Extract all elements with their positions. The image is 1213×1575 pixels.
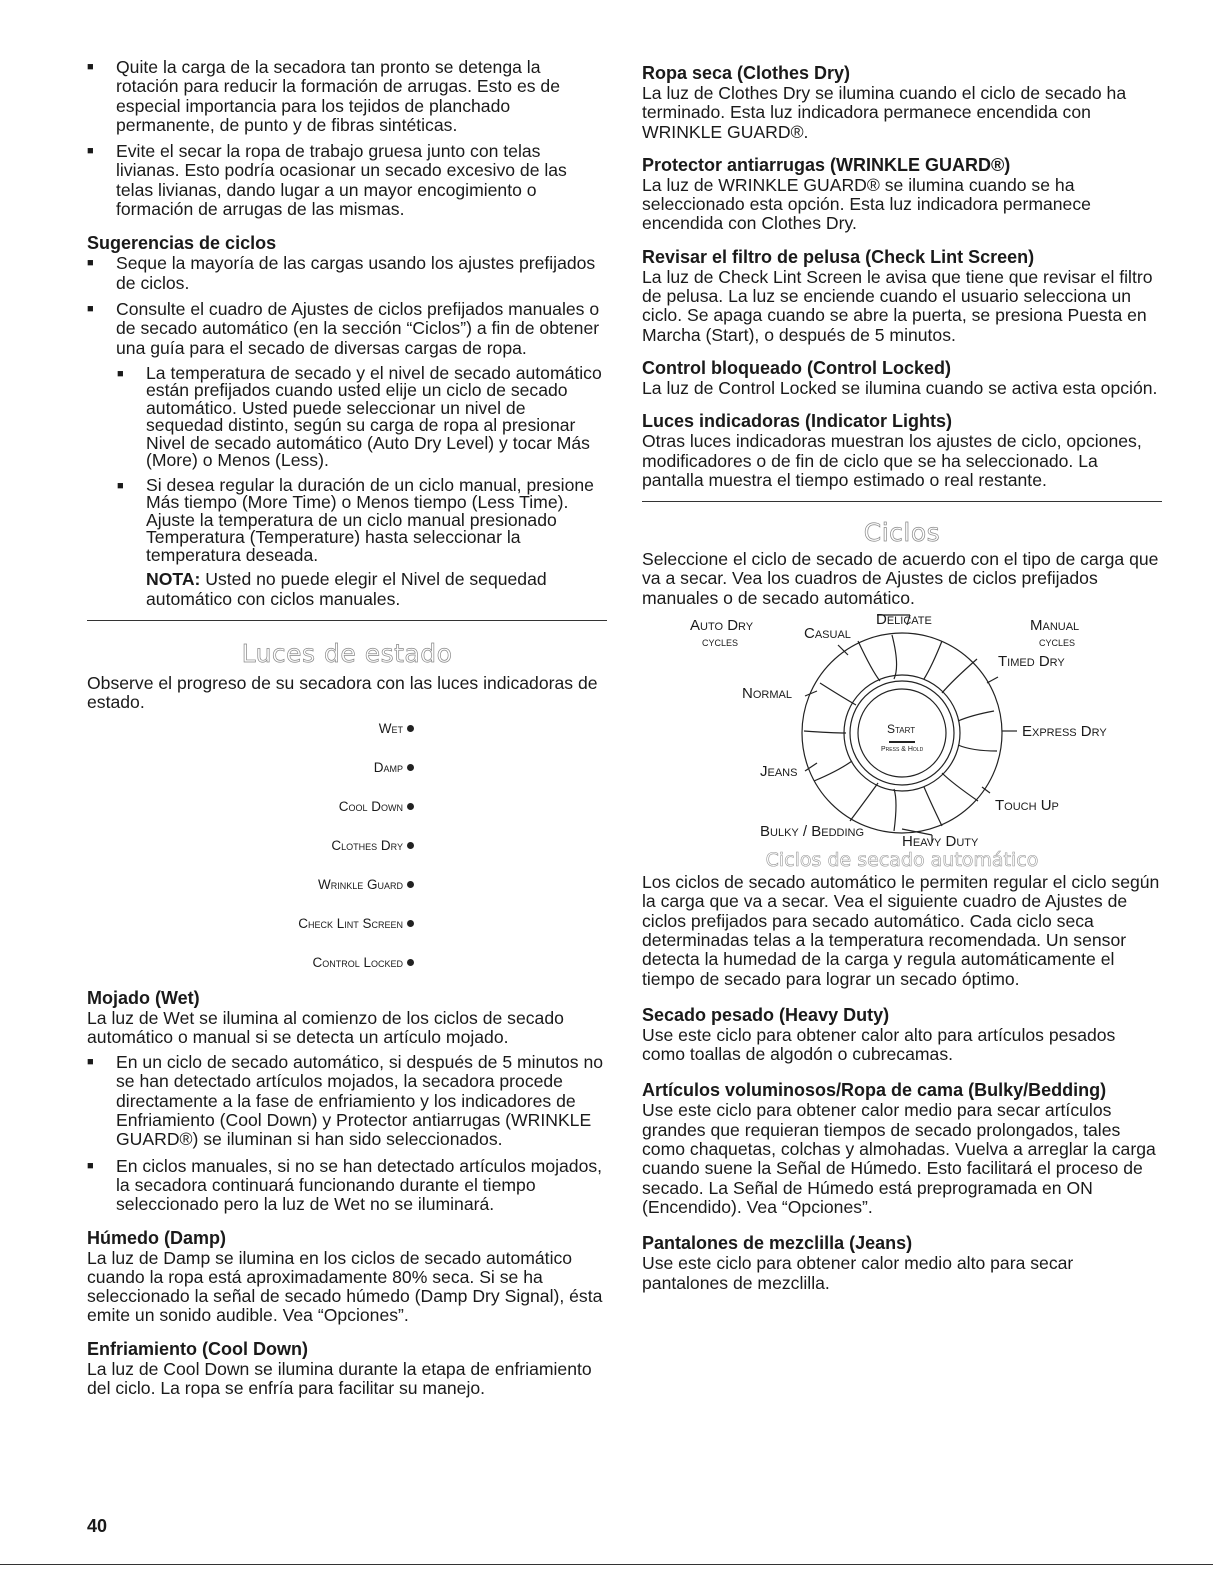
list-item: ■ En ciclos manuales, si no se han detectado artículos mojados, la secadora continuará funcionando durante el tiempo seleccionado pero la luz de Wet no se iluminará. <box>87 1157 607 1215</box>
dial-label-normal: Normal <box>742 685 792 703</box>
note-label: NOTA: <box>146 569 201 590</box>
dial-label-delicate: Delicate <box>876 611 932 629</box>
list-item: ■ Evite el secar la ropa de trabajo gruesa junto con telas livianas. Esto podría ocasionar un secado excesivo de las telas livianas, dando lugar a un mayor encogimiento o formación de arrugas de las mismas. <box>87 142 607 219</box>
dial-label-casual: Casual <box>804 625 851 643</box>
section-heading-wet: Mojado (Wet) <box>87 987 200 1008</box>
section-heading-cool: Enfriamiento (Cool Down) <box>87 1338 308 1359</box>
indicator-dot-icon <box>407 920 414 927</box>
cycles-intro: Seleccione el ciclo de secado de acuerdo con el tipo de carga que va a secar. Vea los cuadros de Ajustes de ciclos prefijados manuales o de secado automático. <box>642 549 1159 608</box>
status-intro: Observe el progreso de su secadora con las luces indicadoras de estado. <box>87 672 598 713</box>
section-heading-dry: Ropa seca (Clothes Dry) <box>642 63 851 83</box>
dial-label-bulky: Bulky / Bedding <box>760 823 865 841</box>
status-light-control-locked: Control Locked <box>87 953 414 992</box>
section-heading-wrinkle: Protector antiarrugas (WRINKLE GUARD®) <box>642 154 1011 175</box>
divider <box>87 620 607 621</box>
auto-text: Los ciclos de secado automático le permiten regular el ciclo según la carga que va a secar. Vea el siguiente cuadro de Ajustes de ciclos prefijados para secado automático. Cada ciclo seca determinadas telas a la temperatura recomendada. Un sensor detecta la humedad de la carga y regula automáticamente el tiempo de secado para lograr un secado óptimo. <box>642 872 1160 989</box>
section-heading-lint: Revisar el filtro de pelusa (Check Lint Screen) <box>642 246 1035 267</box>
indicator-text: Otras luces indicadoras muestran los ajustes de ciclo, opciones, modificadores o de fin de ciclo que se ha seleccionado. La pantalla muestra el tiempo estimado o real restante. <box>642 431 1142 490</box>
list-item: ■ Seque la mayoría de las cargas usando los ajustes prefijados de ciclos. <box>87 254 607 293</box>
dry-text: La luz de Clothes Dry se ilumina cuando el ciclo de secado ha terminado. Esta luz indicadora permanece encendida con WRINKLE GUARD®. <box>642 83 1127 142</box>
status-light-cool-down: Cool Down <box>87 797 414 836</box>
list-item: ■ Consulte el cuadro de Ajustes de ciclos prefijados manuales o de secado automático (en la sección “Ciclos”) a fin de obtener una guía para el secado de diversas cargas de ropa. <box>87 300 607 358</box>
sub-list-item: ■ La temperatura de secado y el nivel de secado automático están prefijados cuando usted elije un ciclo de secado automático. Usted puede seleccionar un nivel de sequedad distinto, según su carga de ropa al presionar Nivel de secado automático (Auto Dry Level) y tocar Más (More) o Menos (Less). <box>87 365 607 470</box>
damp-text: La luz de Damp se ilumina en los ciclos de secado automático cuando la ropa está aproximadamente 80% seca. Si se ha seleccionado la señal de secado húmedo (Damp Dry Signal), ésta emite un sonido audible. Vea “Opciones”. <box>87 1247 603 1326</box>
dial-label-heavy-duty: Heavy Duty <box>902 833 979 851</box>
status-light-damp: Damp <box>87 758 414 797</box>
section-heading-bulky: Artículos voluminosos/Ropa de cama (Bulky/Bedding) <box>642 1080 1107 1101</box>
list-item: ■ Quite la carga de la secadora tan pronto se detenga la rotación para reducir la formación de arrugas. Esto es de especial importancia para los tejidos de planchado permanente, de punto y de fibras sintéticas. <box>87 58 607 135</box>
indicator-dot-icon <box>407 803 414 810</box>
list-item: ■ En un ciclo de secado automático, si después de 5 minutos no se han detectado artículos mojados, la secadora procede directamente a la fase de enfriamiento y los indicadores de Enfriamiento (Cool Down) y Protector antiarrugas (WRINKLE GUARD®) se iluminan si han sido seleccionados. <box>87 1053 607 1149</box>
section-title-ciclos: Ciclos <box>863 518 941 548</box>
note <box>87 570 607 609</box>
dial-label-press-hold: Press & Hold <box>881 746 924 754</box>
section-heading-jeans: Pantalones de mezclilla (Jeans) <box>642 1233 913 1254</box>
section-title-luces: Luces de estado <box>241 638 453 668</box>
heavy-text: Use este ciclo para obtener calor alto para artículos pesados como toallas de algodón o cubrecamas. <box>642 1024 1116 1065</box>
jeans-text: Use este ciclo para obtener calor medio alto para secar pantalones de mezclilla. <box>642 1253 1074 1293</box>
indicator-dot-icon <box>407 842 414 849</box>
dial-label-timed-dry: Timed Dry <box>998 653 1065 671</box>
divider <box>642 501 1162 502</box>
status-lights-panel <box>87 719 607 992</box>
right-column <box>642 58 1162 1293</box>
cycle-dial-diagram <box>642 611 1162 849</box>
dial-label-auto-dry: Auto Dry <box>690 617 754 635</box>
status-light-wet: Wet <box>87 719 414 758</box>
sub-list-item: ■ Si desea regular la duración de un ciclo manual, presione Más tiempo (More Time) o Menos tiempo (Less Time). Ajuste la temperatura de un ciclo manual presionado Temperatura (Temperature) hasta seleccionar la temperatura deseada. <box>87 477 607 565</box>
section-heading-locked: Control bloqueado (Control Locked) <box>642 357 951 378</box>
indicator-dot-icon <box>407 881 414 888</box>
dial-label-express-dry: Express Dry <box>1022 723 1107 741</box>
bottom-divider <box>0 1564 1213 1565</box>
dial-label-touch-up: Touch Up <box>995 797 1059 815</box>
note-text: Usted no puede elegir el Nivel de sequedad automático con ciclos manuales. <box>146 569 547 609</box>
section-heading-heavy: Secado pesado (Heavy Duty) <box>642 1004 890 1025</box>
page-number: 40 <box>87 1516 108 1536</box>
locked-text: La luz de Control Locked se ilumina cuando se activa esta opción. <box>642 377 1158 398</box>
indicator-dot-icon <box>407 959 414 966</box>
status-light-clothes-dry: Clothes Dry <box>87 836 414 875</box>
dial-label-jeans: Jeans <box>760 763 798 781</box>
wet-text: La luz de Wet se ilumina al comienzo de los ciclos de secado automático o manual si se detecta un artículo mojado. <box>87 1007 564 1047</box>
dial-label-auto-cycles: cycles <box>702 634 739 650</box>
cool-text: La luz de Cool Down se ilumina durante la etapa de enfriamiento del ciclo. La ropa se enfría para facilitar su manejo. <box>87 1358 592 1398</box>
indicator-dot-icon <box>407 764 414 771</box>
wrinkle-text: La luz de WRINKLE GUARD® se ilumina cuando se ha seleccionado esta opción. Esta luz indicadora permanece encendida con Clothes Dry. <box>642 174 1091 234</box>
lint-text: La luz de Check Lint Screen le avisa que tiene que revisar el filtro de pelusa. La luz se enciende cuando el usuario selecciona un ciclo. Se apaga cuando se abre la puerta, se presiona Puesta en Marcha (Start), o después de 5 minutos. <box>642 266 1153 345</box>
status-light-check-lint: Check Lint Screen <box>87 914 414 953</box>
bulky-text: Use este ciclo para obtener calor medio para secar artículos grandes que requieran tiempos de secado prolongados, tales como chaquetas, colchas y almohadas. Vuelva a arreglar la carga cuando suene la Señal de Húmedo. Esto facilitará el proceso de secado. La Señal de Húmedo está preprogramada en ON (Encendido). Vea “Opciones”. <box>642 1100 1156 1217</box>
dial-label-manual: Manual <box>1030 617 1080 635</box>
section-title-auto-cycles: Ciclos de secado automático <box>765 849 1039 872</box>
dial-label-start: Start <box>887 722 916 737</box>
section-heading-indicator: Luces indicadoras (Indicator Lights) <box>642 411 953 432</box>
left-column <box>87 58 607 1398</box>
status-light-wrinkle-guard: Wrinkle Guard <box>87 875 414 914</box>
section-heading-damp: Húmedo (Damp) <box>87 1227 226 1248</box>
section-heading-sugerencias: Sugerencias de ciclos <box>87 233 277 254</box>
dial-label-manual-cycles: cycles <box>1039 634 1076 650</box>
indicator-dot-icon <box>407 725 414 732</box>
